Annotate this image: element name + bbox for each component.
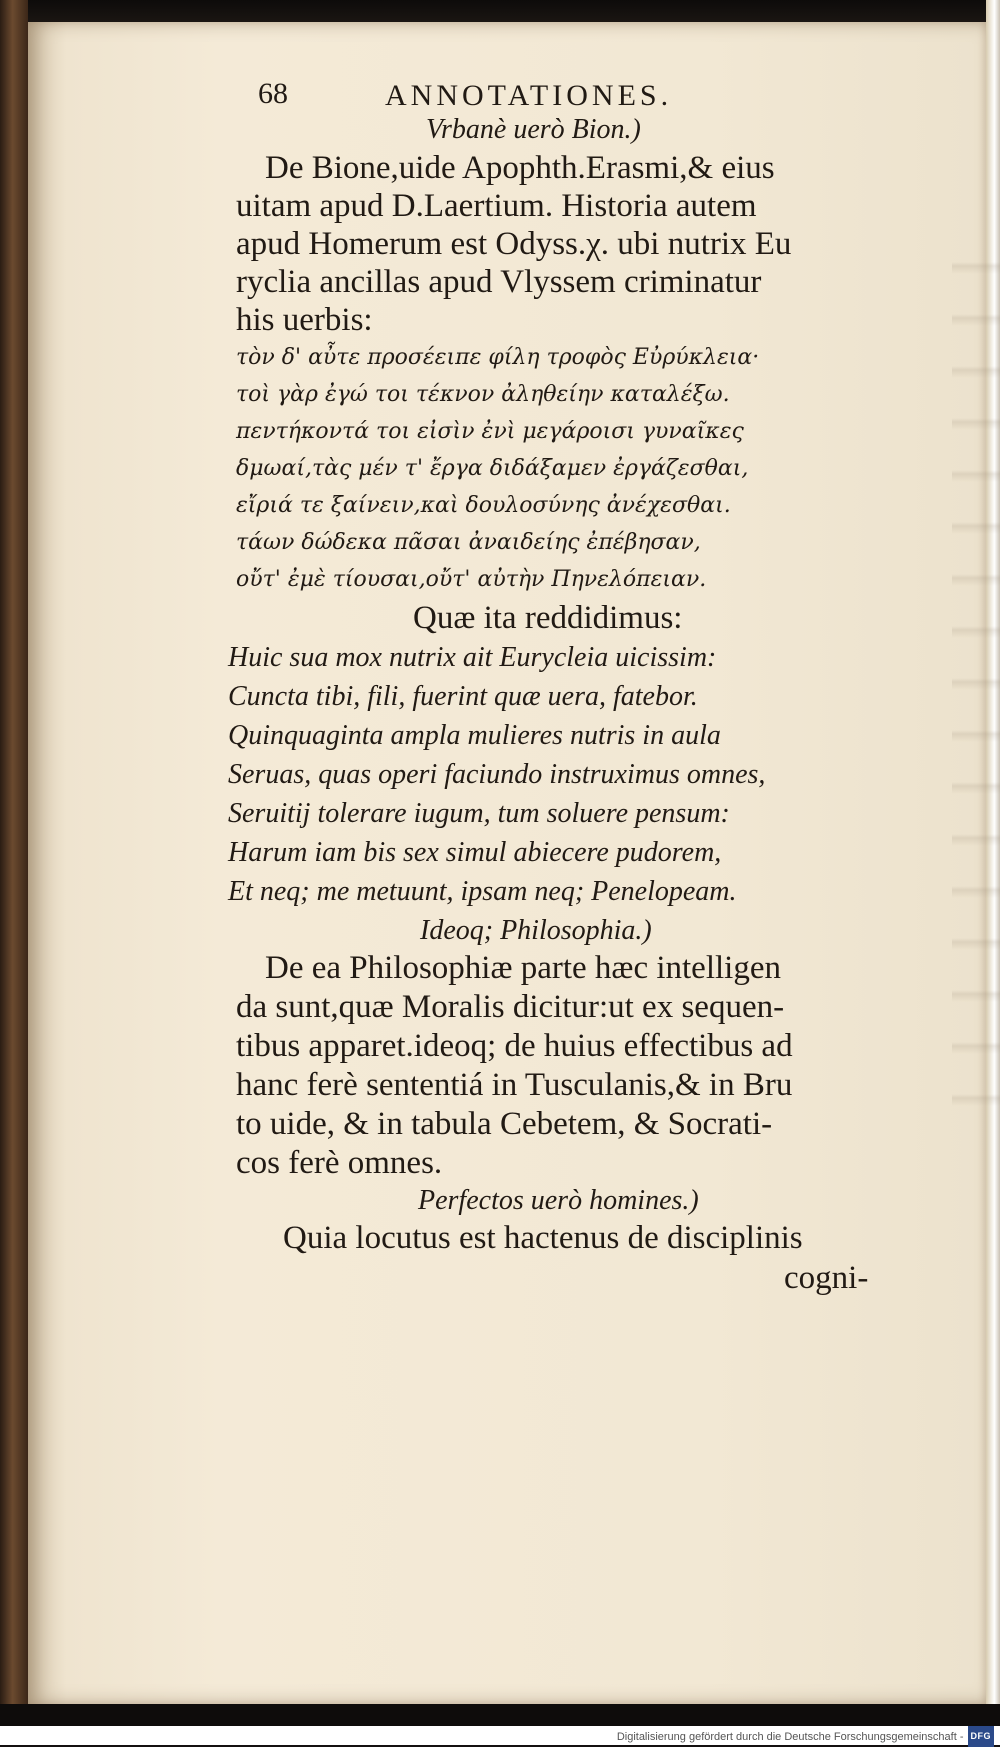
greek-verse: τὸν δ' αὖτε προσέειπε φίλη τροφὸς Εὐρύκλεια·: [236, 345, 760, 370]
text-line: De ea Philosophiæ parte hæc intelligen: [265, 950, 781, 986]
text-line: Quia locutus est hactenus de disciplinis: [283, 1220, 803, 1256]
latin-verse: Et neq; me metuunt, ipsam neq; Penelopeam.: [228, 876, 737, 907]
text-line: De Bione,uide Apophth.Erasmi,& eius: [265, 150, 775, 186]
catchword: cogni-: [784, 1260, 869, 1296]
text-line: Vrbanè uerò Bion.): [426, 114, 641, 145]
text-line: uitam apud D.Laertium. Historia autem: [236, 188, 757, 224]
text-line: hanc ferè sententiá in Tusculanis,& in Bru: [236, 1067, 793, 1103]
latin-verse: Seruitij tolerare iugum, tum soluere pensum:: [228, 798, 730, 829]
greek-verse: τάων δώδεκα πᾶσαι ἀναιδείης ἐπέβησαν,: [236, 530, 701, 555]
greek-verse: πεντήκοντά τοι εἰσὶν ἐνὶ μεγάροισι γυναῖκες: [236, 419, 744, 444]
text-line: Perfectos uerò homines.): [418, 1185, 699, 1216]
book-page: [28, 22, 986, 1704]
text-line: Ideoq; Philosophia.): [420, 915, 652, 946]
greek-verse: δμωαί,τὰς μέν τ' ἔργα διδάξαμεν ἐργάζεσθαι,: [236, 456, 749, 481]
text-line: to uide, & in tabula Cebetem, & Socrati-: [236, 1106, 773, 1142]
latin-verse: Huic sua mox nutrix ait Eurycleia uicissim:: [228, 642, 717, 673]
show-through: [952, 222, 1000, 1122]
scan-bottom-border: [0, 1704, 1000, 1726]
digitization-credit: [0, 1726, 1000, 1745]
latin-verse: Harum iam bis sex simul abiecere pudorem,: [228, 837, 722, 868]
latin-verse: Cuncta tibi, fili, fuerint quæ uera, fatebor.: [228, 681, 698, 712]
text-line: apud Homerum est Odyss.χ. ubi nutrix Eu: [236, 226, 792, 262]
latin-verse: Quinquaginta ampla mulieres nutris in aula: [228, 720, 721, 751]
page-number: 68: [258, 77, 288, 110]
text-line: ryclia ancillas apud Vlyssem criminatur: [236, 264, 762, 300]
latin-verse: Seruas, quas operi faciundo instruximus omnes,: [228, 759, 766, 790]
book-spine: [0, 0, 28, 1745]
greek-verse: εἴριά τε ξαίνειν,καὶ δουλοσύνης ἀνέχεσθαι.: [236, 493, 731, 518]
running-head: ANNOTATIONES.: [385, 79, 673, 112]
text-line: da sunt,quæ Moralis dicitur:ut ex sequen-: [236, 989, 785, 1025]
text-line: tibus apparet.ideoq; de huius effectibus ad: [236, 1028, 793, 1064]
text-line: Quæ ita reddidimus:: [413, 600, 683, 636]
text-line: his uerbis:: [236, 302, 373, 338]
dfg-logo: DFG: [968, 1726, 995, 1747]
credit-text: Digitalisierung gefördert durch die Deutsche Forschungsgemeinschaft -: [616, 1731, 964, 1743]
greek-verse: οὔτ' ἐμὲ τίουσαι,οὔτ' αὐτὴν Πηνελόπειαν.: [236, 567, 707, 592]
text-line: cos ferè omnes.: [236, 1145, 443, 1181]
greek-verse: τοὶ γὰρ ἐγώ τοι τέκνον ἀληθείην καταλέξω.: [236, 382, 730, 407]
